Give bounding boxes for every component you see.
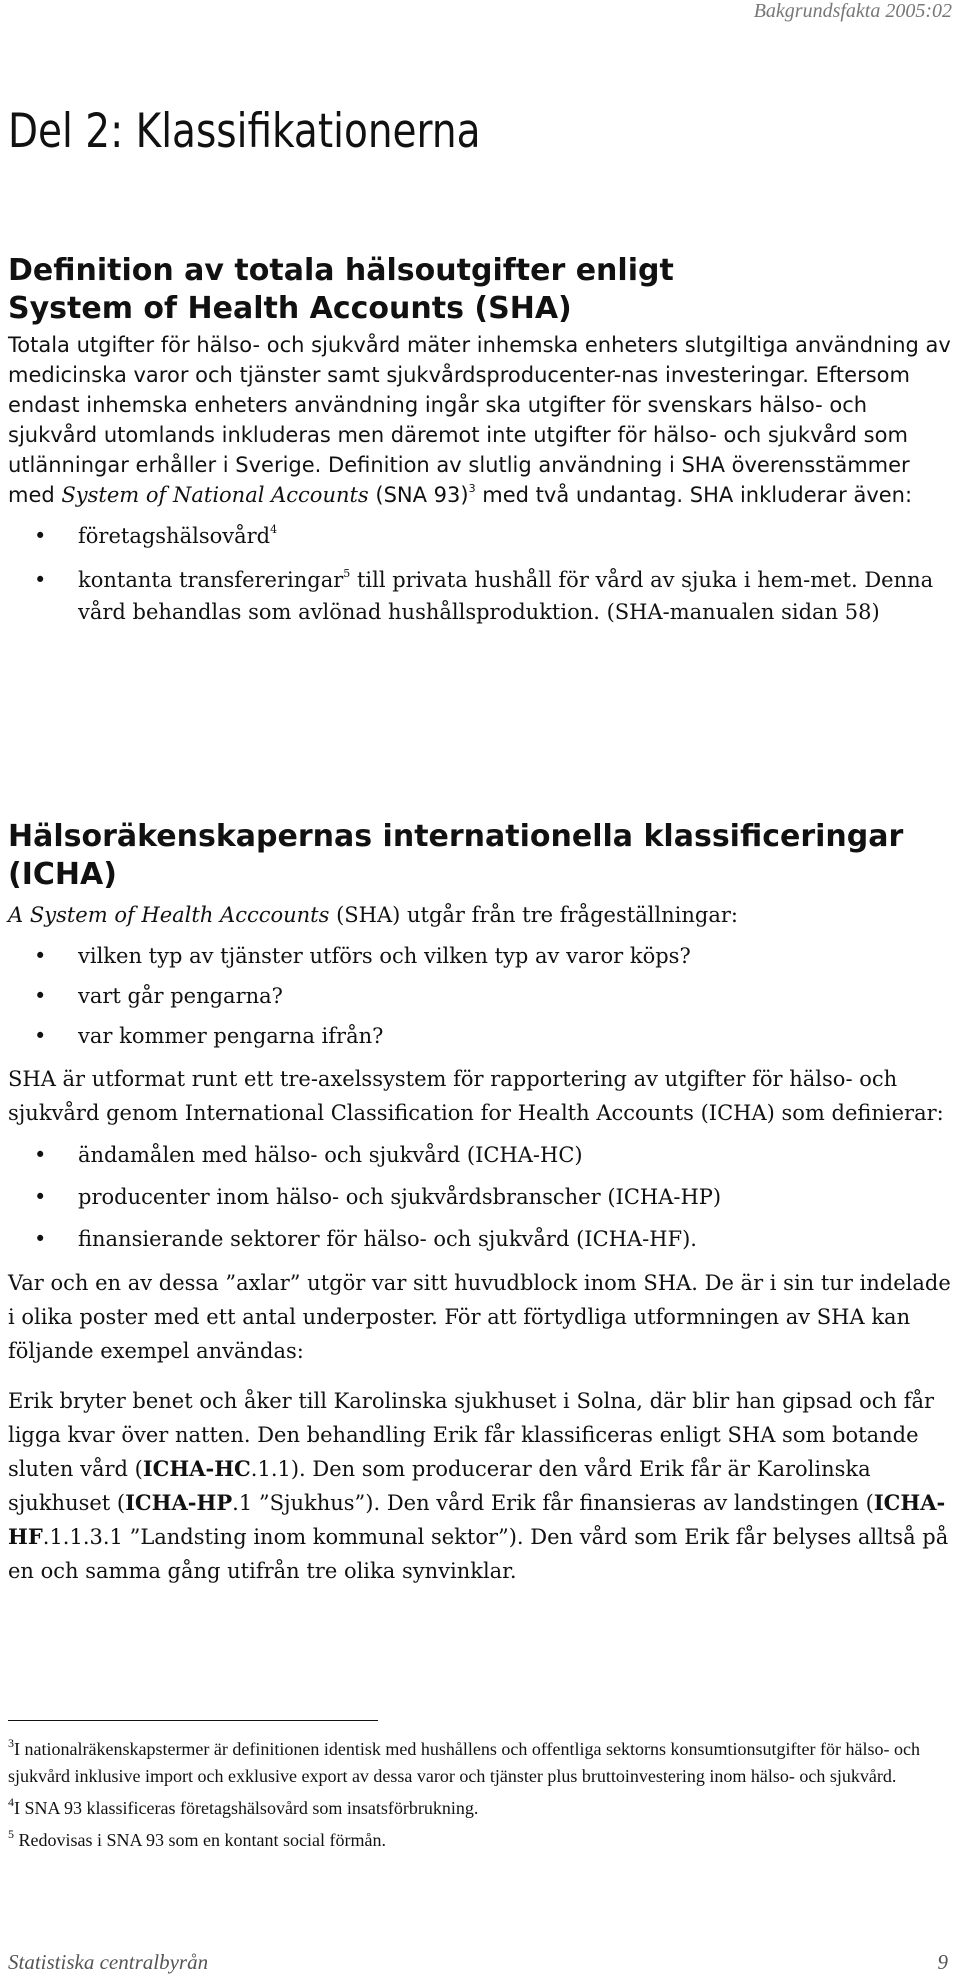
sha-includes-text: SHA inkluderar även:	[689, 483, 913, 507]
list-item: • producenter inom hälso- och sjukvårdsbranscher (ICHA-HP)	[8, 1176, 956, 1218]
sha-definition-paragraph	[8, 330, 956, 510]
icha-intro: A System of Health Acccounts (SHA) utgår från tre frågeställningar:	[8, 903, 738, 927]
axes-paragraph: Var och en av dessa ”axlar” utgör var sitt huvudblock inom SHA. De är i sin tur indelade i olika poster med ett antal underposter. För att förtydliga utformningen av SHA kan följande exempel användas:	[8, 1271, 951, 1363]
running-header: Bakgrundsfakta 2005:02	[753, 0, 952, 22]
section-icha	[8, 818, 956, 1588]
sha-definition-text-2: Definition av slutlig användning i SHA överensstämmer med	[8, 453, 910, 507]
list-item: • kontanta transfereringar$^5$ till privata hushåll för vård av sjuka i hem-met. Denna vård behandlas som avlönad hushållsproduktion. (SHA-manualen sidan 58)	[8, 564, 956, 628]
questions-list	[8, 936, 956, 1056]
section-sha-definition	[8, 252, 956, 628]
footnote-5: $^5$ Redovisas i SNA 93 som en kontant social förmån.	[8, 1827, 386, 1850]
sha-definition-text: Totala utgifter för hälso- och sjukvård mäter inhemska enheters slutgiltiga användning av medicinska varor och tjänster samt sjukvårdsproducenter-nas investeringar. Eftersom endast inhemska enheters användning ingår ska utgifter för svenskars hälso- och sjukvård utomlands inkluderas men däremot inte utgifter för hälso- och sjukvård som utlänningar erhåller i Sverige.	[8, 333, 951, 477]
list-item: • ändamålen med hälso- och sjukvård (ICHA-HC)	[8, 1134, 956, 1176]
footnote-divider	[8, 1720, 378, 1721]
footer-publisher: Statistiska centralbyrån	[8, 1950, 209, 1974]
definitions-list	[8, 1134, 956, 1260]
list-item: • vilken typ av tjänster utförs och vilken typ av varor köps?	[8, 936, 956, 976]
footnote-ref-4: 4	[270, 523, 278, 536]
sha-includes-list	[8, 520, 956, 628]
footnote-ref-3: 3	[468, 482, 476, 495]
page-title: Del 2: Klassifikationerna	[8, 104, 481, 159]
section-heading-icha: Hälsoräkenskapernas internationella klassificeringar (ICHA)	[8, 819, 904, 892]
list-item: • finansierande sektorer för hälso- och sjukvård (ICHA-HF).	[8, 1218, 956, 1260]
footnote-ref-5: 5	[343, 567, 351, 580]
sna-version: (SNA 93)	[375, 483, 469, 507]
sha-exceptions-text: med två undantag.	[482, 483, 684, 507]
page-number: 9	[937, 1950, 948, 1974]
code-icha-hc: ICHA-HC	[142, 1456, 251, 1481]
example-paragraph: Erik bryter benet och åker till Karolinska sjukhuset i Solna, där blir han gipsad och får ligga kvar över natten. Den behandling Erik får klassificeras enligt SHA som botande sluten vård (ICHA-HC.1.1). Den som producerar den vård Erik får är Karolinska sjukhuset (ICHA-HP.1 ”Sjukhus”). Den vård Erik får finansieras av landstingen (ICHA-HF.1.1.3.1 ”Landsting inom kommunal sektor”). Den vård som Erik får belyses alltså på en och samma gång utifrån tre olika synvinklar.	[8, 1389, 949, 1583]
list-item: • företagshälsovård$^4$	[8, 520, 956, 552]
icha-paragraph: SHA är utformat runt ett tre-axelssystem för rapportering av utgifter för hälso- och sjukvård genom International Classification for Health Accounts (ICHA) som definierar:	[8, 1067, 944, 1125]
list-item: • vart går pengarna?	[8, 976, 956, 1016]
sna-title: System of National Accounts	[61, 483, 369, 507]
footnotes	[8, 1736, 956, 1854]
section-heading-sha: Definition av totala hälsoutgifter enligt System of Health Accounts (SHA)	[8, 253, 674, 326]
footnote-3: $^3$I nationalräkenskapstermer är definitionen identisk med hushållens och offentliga sektorns konsumtionsutgifter för hälso- och sjukvård inklusive import och exklusive export av dessa varor och tjänster plus bruttoinvestering inom hälso- och sjukvård.	[8, 1736, 920, 1786]
list-item: • var kommer pengarna ifrån?	[8, 1016, 956, 1056]
sha-title-italic: A System of Health Acccounts	[8, 903, 330, 927]
code-icha-hp: ICHA-HP	[125, 1490, 233, 1515]
code-icha-hf: ICHA-HF	[8, 1490, 946, 1549]
footnote-4: $^4$I SNA 93 klassificeras företagshälsovård som insatsförbrukning.	[8, 1795, 479, 1818]
